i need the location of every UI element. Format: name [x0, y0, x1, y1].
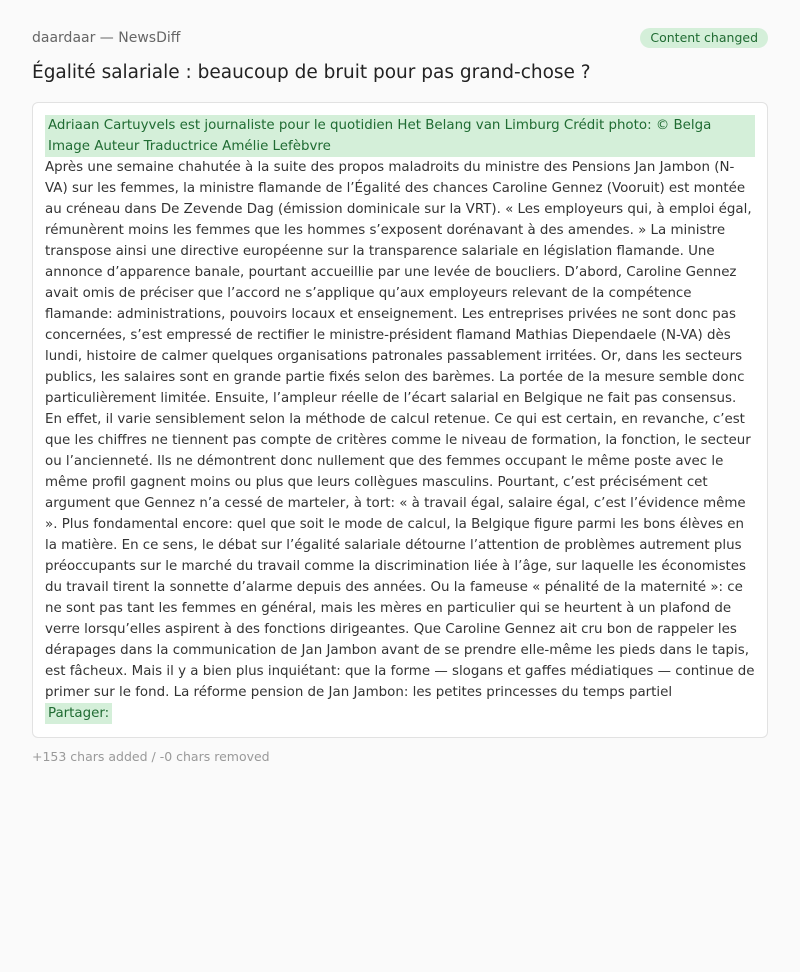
- article-body: Après une semaine chahutée à la suite des propos maladroits du ministre des Pensions Jan Jambon (N-VA) sur les femmes, la ministre flamande de l’Égalité des chances Caroline Gennez (Vooruit) est montée au créneau dans De Zevende Dag (émission dominicale sur la VRT). « Les employeurs qui, à emploi égal, rémunèrent moins les femmes que les hommes s’exposent dorénavant à des amendes. » La ministre transpose ainsi une directive européenne sur la transparence salariale en législation flamande. Une annonce d’apparence banale, pourtant accueillie par une levée de boucliers. D’abord, Caroline Gennez avait omis de préciser que l’accord ne s’applique qu’aux employeurs relevant de la compétence flamande: administrations, pouvoirs locaux et enseignement. Les entreprises privées ne sont donc pas concernées, s’est empressé de rectifier le ministre-président flamand Mathias Diependaele (N-VA) dès lundi, histoire de calmer quelques organisations patronales passablement irritées. Or, dans les secteurs publics, les salaires sont en grande partie fixés selon des barèmes. La portée de la mesure semble donc particulièrement limitée. Ensuite, l’ampleur réelle de l’écart salarial en Belgique ne fait pas consensus. En effet, il varie sensiblement selon la méthode de calcul retenue. Ce qui est certain, en revanche, c’est que les chiffres ne tiennent pas compte de critères comme le niveau de formation, la fonction, le secteur ou l’ancienneté. Ils ne démontrent donc nullement que des femmes occupant le même poste avec le même profil gagnent moins ou plus que leurs collègues masculins. Pourtant, c’est précisément cet argument que Gennez n’a cessé de marteler, à tort: « à travail égal, salaire égal, c’est l’évidence même ». Plus fondamental encore: quel que soit le mode de calcul, la Belgique figure parmi les bons élèves en la matière. En ce sens, le débat sur l’égalité salariale détourne l’attention de problèmes autrement plus préoccupants sur le marché du travail comme la discrimination liée à l’âge, sur laquelle les économistes du travail tirent la sonnette d’alarme depuis des années. Ou la fameuse « pénalité de la maternité »: ce ne sont pas tant les femmes en général, mais les mères en particulier qui se heurtent à un plafond de verre lorsqu’elles aspirent à des fonctions dirigeantes. Que Caroline Gennez ait cru bon de rappeler les dérapages dans la communication de Jan Jambon avant de se prendre elle-même les pieds dans le tapis, est fâcheux. Mais il y a bien plus inquiétant: que la forme — slogans et gaffes médiatiques — continue de primer sur le fond. La réforme pension de Jan Jambon: les petites princesses du temps partiel: [45, 160, 755, 700]
- header: [32, 28, 768, 48]
- added-share-text: Partager:: [45, 703, 112, 724]
- source-label: daardaar — NewsDiff: [32, 30, 181, 46]
- article-title: Égalité salariale : beaucoup de bruit pour pas grand-chose ?: [32, 62, 591, 83]
- added-credit-text: Adriaan Cartuyvels est journaliste pour le quotidien Het Belang van Limburg Crédit photo: © Belga Image Auteur Traductrice Amélie Lefèbvre: [45, 115, 755, 157]
- status-badge: Content changed: [640, 28, 768, 48]
- diff-stats: +153 chars added / -0 chars removed: [32, 749, 270, 764]
- article-diff-box: [32, 102, 768, 738]
